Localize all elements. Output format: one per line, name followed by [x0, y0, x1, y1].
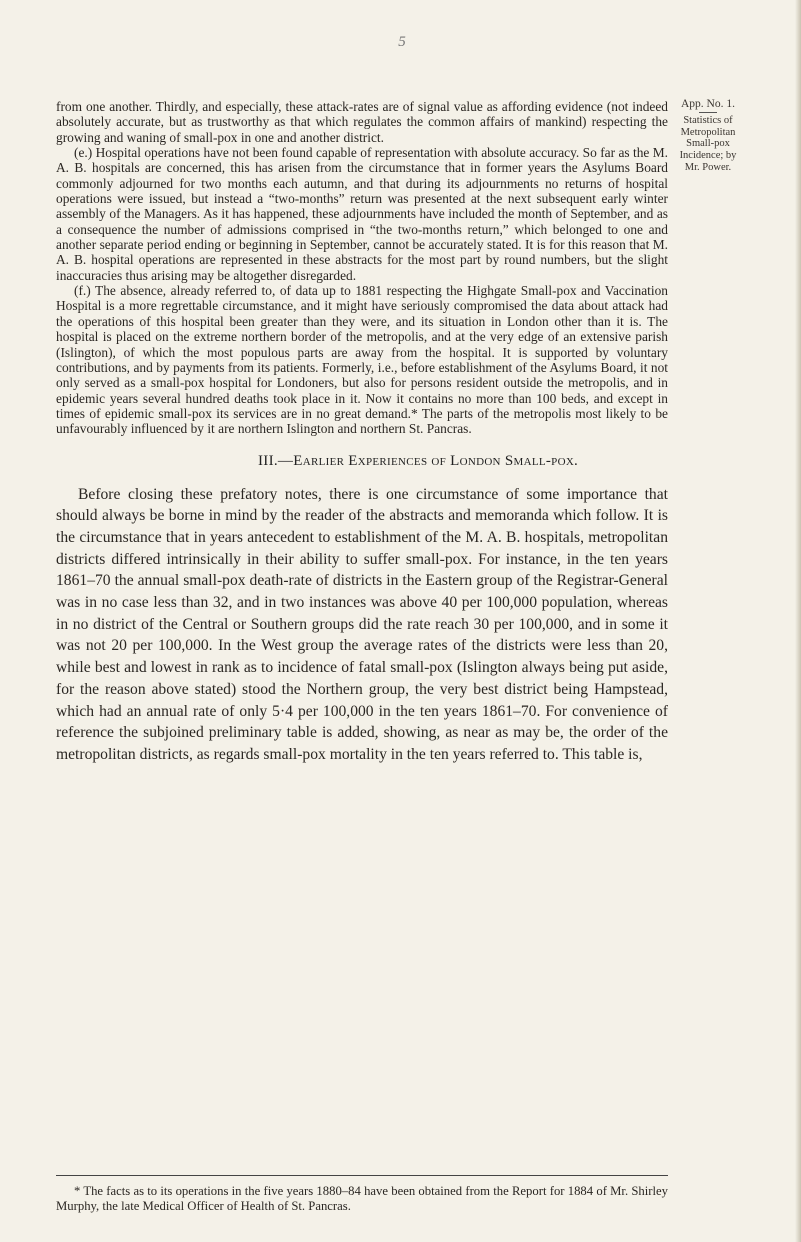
page-number: 5: [398, 34, 406, 50]
appendix-reference: App. No. 1.: [681, 98, 735, 110]
paragraph-f-highgate-hospital: (f.) The absence, already referred to, of data up to 1881 respecting the Highgate Small-pox and Vaccination Hospital is a more regrettable circumstance, and it might have seriously compromised the data about attack had the operations of this hospital been greater than they were, and its situation in London other than it is. The hospital is placed on the extreme northern border of the metropolis, and at the very edge of an extensive parish (Islington), of which the most populous parts are away from the hospital. It is supported by voluntary contributions, and by payments from its patients. Formerly, i.e., before establishment of the Asylums Board, it not only served as a small-pox hospital for Londoners, but also for persons resident outside the metropolis, and in epidemic years several hundred deaths took place in it. Now it contains no more than 100 beds, and except in times of epidemic small-pox its services are in no great demand.* The parts of the metropolis most likely to be unfavourably influenced by it are northern Islington and northern St. Pancras.: [56, 283, 668, 437]
section-title: Earlier Experiences of London Small-pox.: [293, 452, 579, 469]
margin-note-statistics: Statistics of Metropolitan Small-pox Incidence; by Mr. Power.: [679, 114, 737, 173]
section-numeral: III.—: [258, 452, 294, 469]
page-edge-shadow: [795, 0, 801, 1242]
paragraph-earlier-experiences: Before closing these prefatory notes, there is one circumstance of some importance that should always be borne in mind by the reader of the abstracts and memoranda which follow. It is the circumstance that in years antecedent to establishment of the M. A. B. hospitals, metropolitan districts differed intrinsically in their ability to suffer small-pox. For instance, in the ten years 1861–70 the annual small-pox death-rate of districts in the Eastern group of the Registrar-General was in no case less than 32, and in two instances was above 40 per 100,000 population, whereas in no district of the Central or Southern groups did the rate reach 30 per 100,000, and in some it was not 20 per 100,000. In the West group the average rates of the districts were less than 20, while best and lowest in rank as to incidence of fatal small-pox (Islington always being put aside, for the reason above stated) stood the Northern group, the very best district being Hampstead, which had an annual rate of only 5·4 per 100,000 in the ten years 1861–70. For convenience of reference the subjoined preliminary table is added, showing, as near as may be, the order of the metropolitan districts, as regards small-pox mortality in the ten years referred to. This table is,: [56, 485, 668, 763]
margin-rule: [699, 112, 717, 113]
margin-notes: [674, 99, 742, 174]
main-text: [56, 99, 668, 766]
footnote: * The facts as to its operations in the five years 1880–84 have been obtained from the Report for 1884 of Mr. Shirley Murphy, the late Medical Officer of Health of St. Pancras.: [56, 1184, 668, 1213]
footnote-divider: [56, 1175, 668, 1176]
paragraph-continuation: from one another. Thirdly, and especially, these attack-rates are of signal value as affording evidence (not indeed absolutely accurate, but as trustworthy as that which regulates the common affairs of mankind) respecting the growing and waning of small-pox in one and another district.: [56, 99, 668, 145]
paragraph-e-hospital-operations: (e.) Hospital operations have not been found capable of representation with absolute accuracy. So far as the M. A. B. hospitals are concerned, this has arisen from the circumstance that in former years the Asylums Board commonly adjourned for two months each autumn, and that during its adjournments no returns of hospital operations were issued, but instead a “two-months” return was presented at the next subsequent early winter assembly of the Managers. As it has happened, these adjournments have included the month of September, and as a consequence the number of admissions comprised in “the two-months return,” which belonged to one and another separate period ending or beginning in September, cannot be accurately stated. It is for this reason that M. A. B. hospital operations are represented in these abstracts for the most part by round numbers, but the slight inaccuracies thus arising may be altogether disregarded.: [56, 145, 668, 283]
section-heading: [56, 453, 668, 470]
